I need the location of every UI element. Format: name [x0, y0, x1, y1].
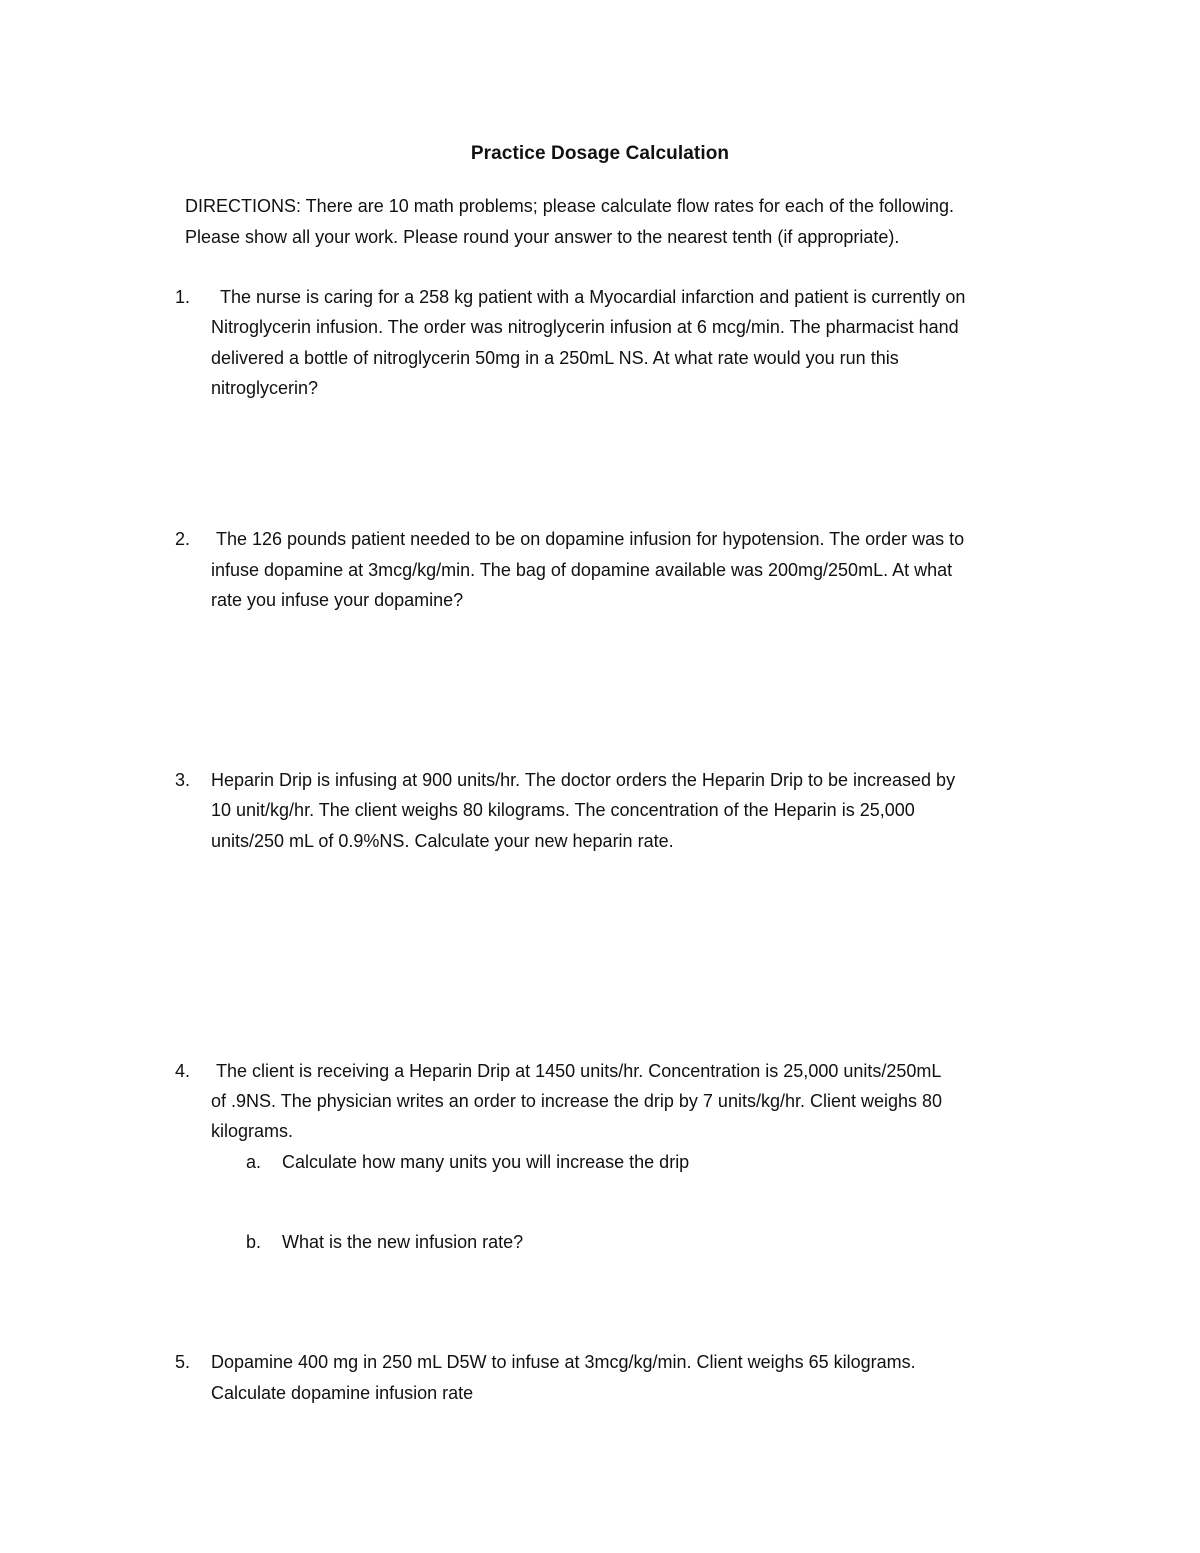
problem-2-line-1: The 126 pounds patient needed to be on dopamine infusion for hypotension. The order was to	[216, 529, 965, 549]
problem-5-number: 5.	[175, 1352, 191, 1372]
problem-4-sub-a-letter: a.	[246, 1152, 262, 1172]
problem-4-sub-b-text: What is the new infusion rate?	[282, 1232, 524, 1252]
problem-3-line-1: Heparin Drip is infusing at 900 units/hr. The doctor orders the Heparin Drip to be increased by	[211, 770, 956, 790]
page-title: Practice Dosage Calculation	[470, 143, 730, 164]
problem-1-line-2: Nitroglycerin infusion. The order was nitroglycerin infusion at 6 mcg/min. The pharmacist hand	[211, 317, 959, 337]
problem-1-line-4: nitroglycerin?	[211, 378, 319, 398]
problem-5-line-2: Calculate dopamine infusion rate	[211, 1383, 474, 1403]
problem-4-line-1: The client is receiving a Heparin Drip at 1450 units/hr. Concentration is 25,000 units/250mL	[216, 1061, 942, 1081]
problem-1-number: 1.	[175, 287, 191, 307]
problem-1-line-3: delivered a bottle of nitroglycerin 50mg in a 250mL NS. At what rate would you run this	[211, 348, 899, 368]
problem-2-line-3: rate you infuse your dopamine?	[211, 590, 464, 610]
problem-4-line-3: kilograms.	[211, 1121, 294, 1141]
problem-3-line-3: units/250 mL of 0.9%NS. Calculate your new heparin rate.	[211, 831, 674, 851]
problem-2-line-2: infuse dopamine at 3mcg/kg/min. The bag of dopamine available was 200mg/250mL. At what	[211, 560, 953, 580]
problem-3-line-2: 10 unit/kg/hr. The client weighs 80 kilograms. The concentration of the Heparin is 25,000	[211, 800, 915, 820]
directions-line-1: DIRECTIONS: There are 10 math problems; please calculate flow rates for each of the following.	[185, 196, 955, 216]
problem-5-line-1: Dopamine 400 mg in 250 mL D5W to infuse at 3mcg/kg/min. Client weighs 65 kilograms.	[211, 1352, 916, 1372]
problem-1-line-1: The nurse is caring for a 258 kg patient with a Myocardial infarction and patient is currently on	[220, 287, 966, 307]
problem-4-line-2: of .9NS. The physician writes an order to increase the drip by 7 units/kg/hr. Client weighs 80	[211, 1091, 943, 1111]
directions-line-2: Please show all your work. Please round your answer to the nearest tenth (if appropriate).	[185, 227, 900, 247]
problem-4-sub-b-letter: b.	[246, 1232, 262, 1252]
problem-2-number: 2.	[175, 529, 191, 549]
problem-4-sub-a-text: Calculate how many units you will increase the drip	[282, 1152, 690, 1172]
problem-4-number: 4.	[175, 1061, 191, 1081]
problem-3-number: 3.	[175, 770, 191, 790]
